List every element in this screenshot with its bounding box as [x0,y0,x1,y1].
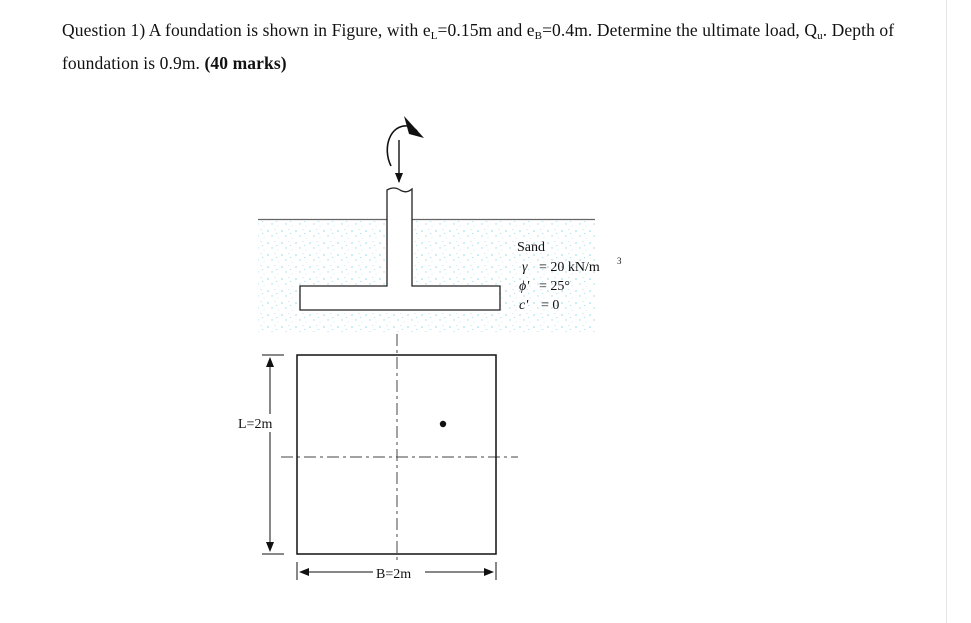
subscript-B: B [534,30,543,42]
question-text-part-1: A foundation is shown in Figure, with e [148,20,431,40]
question-text-part-3: =0.4m. Determine the ultimate load, Q [542,20,818,40]
question-text-part-2: =0.15m and e [437,20,535,40]
L-dimension-label: L=2m [238,417,273,432]
question-number: Question 1) [62,20,146,40]
load-eccentricity-point [440,421,446,427]
gamma-value: = 20 kN/m [539,260,600,275]
moment-arrowhead-icon [404,116,424,138]
sand-region [258,220,596,332]
c-symbol: c' [519,298,529,313]
phi-symbol: ϕ' [519,279,530,294]
subscript-L: L [430,30,438,42]
c-value: = 0 [541,298,560,313]
B-dimension-label: B=2m [376,567,412,582]
question-text-part-4: . Depth of foundation is 0.9m. [62,20,895,73]
subscript-u: u [817,30,823,42]
gamma-unit-exponent: 3 [617,256,622,266]
gamma-symbol: γ [522,260,528,275]
phi-value: = 25° [539,279,570,294]
question-marks: (40 marks) [204,53,287,73]
soil-name: Sand [517,240,545,255]
